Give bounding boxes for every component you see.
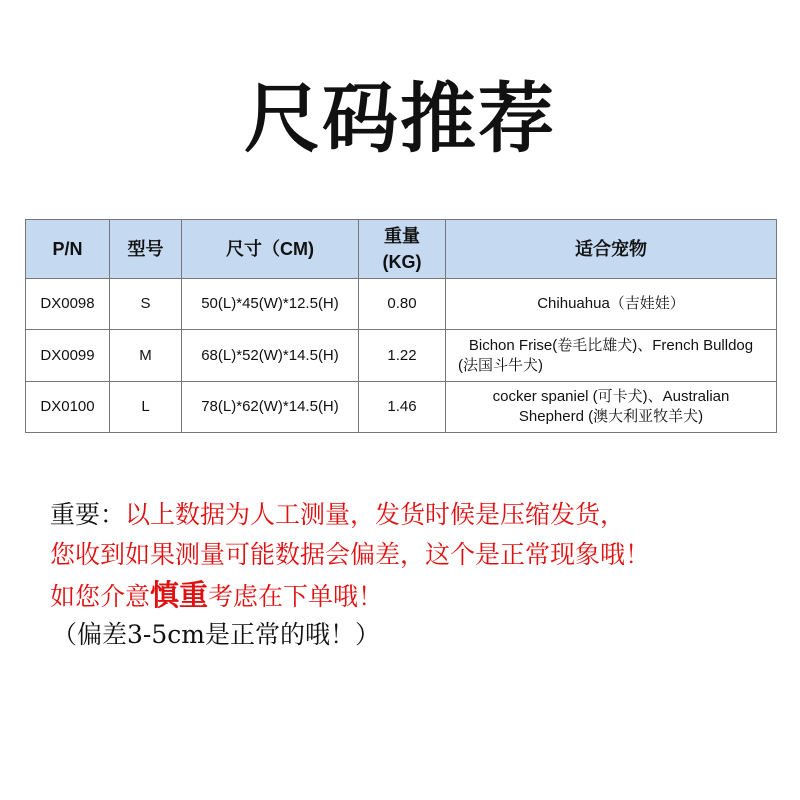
cell-model: M [110, 330, 182, 382]
note-line-2: 您收到如果测量可能数据会偏差，这个是正常现象哦！ [50, 540, 651, 569]
header-model: 型号 [110, 220, 182, 279]
note-important-label: 重要： [50, 500, 126, 529]
cell-pets [446, 279, 777, 330]
cell-pn: DX0100 [26, 382, 110, 433]
cell-size: 78(L)*62(W)*14.5(H) [182, 382, 359, 433]
header-pets: 适合宠物 [446, 220, 777, 279]
note-line-3 [50, 575, 650, 615]
note-emphasis: 慎重 [150, 578, 209, 612]
cell-weight: 0.80 [359, 279, 446, 330]
header-weight [359, 220, 446, 279]
cell-size: 68(L)*52(W)*14.5(H) [182, 330, 359, 382]
note-line-3-pre: 如您介意 [50, 582, 151, 611]
note-line-4: （偏差3-5cm是正常的哦！） [52, 620, 380, 649]
cell-pets-line1: cocker spaniel (可卡犬)、Australian [492, 388, 730, 405]
cell-weight: 1.22 [359, 330, 446, 382]
cell-pets-line2: (法国斗牛犬) [458, 356, 543, 374]
cell-model: S [110, 279, 182, 330]
table-row [26, 382, 777, 433]
size-table [25, 219, 777, 433]
cell-pets-line1: Chihuahua（吉娃娃） [537, 295, 685, 312]
cell-pn: DX0098 [26, 279, 110, 330]
cell-pets-line2: Shepherd (澳大利亚牧羊犬) [518, 408, 704, 425]
page-title: 尺码推荐 [244, 74, 556, 163]
header-size: 尺寸（CM) [182, 220, 359, 279]
cell-pn: DX0099 [26, 330, 110, 382]
note-line-3-post: 考虑在下单哦！ [208, 582, 384, 611]
cell-model: L [110, 382, 182, 433]
notes-block [50, 495, 650, 655]
note-line-1 [50, 495, 650, 535]
cell-weight: 1.46 [359, 382, 446, 433]
cell-size: 50(L)*45(W)*12.5(H) [182, 279, 359, 330]
table-header-row [26, 220, 777, 279]
cell-pets [446, 330, 777, 382]
header-weight-line1: 重量 [384, 226, 420, 246]
header-weight-line2: (KG) [382, 252, 422, 272]
header-pn: P/N [26, 220, 110, 279]
note-line-1-text: 以上数据为人工测量，发货时候是压缩发货， [125, 500, 626, 529]
table-row [26, 330, 777, 382]
cell-pets-line1: Bichon Frise(卷毛比雄犬)、French Bulldog [468, 336, 754, 354]
cell-pets [446, 382, 777, 433]
table-row [26, 279, 777, 330]
